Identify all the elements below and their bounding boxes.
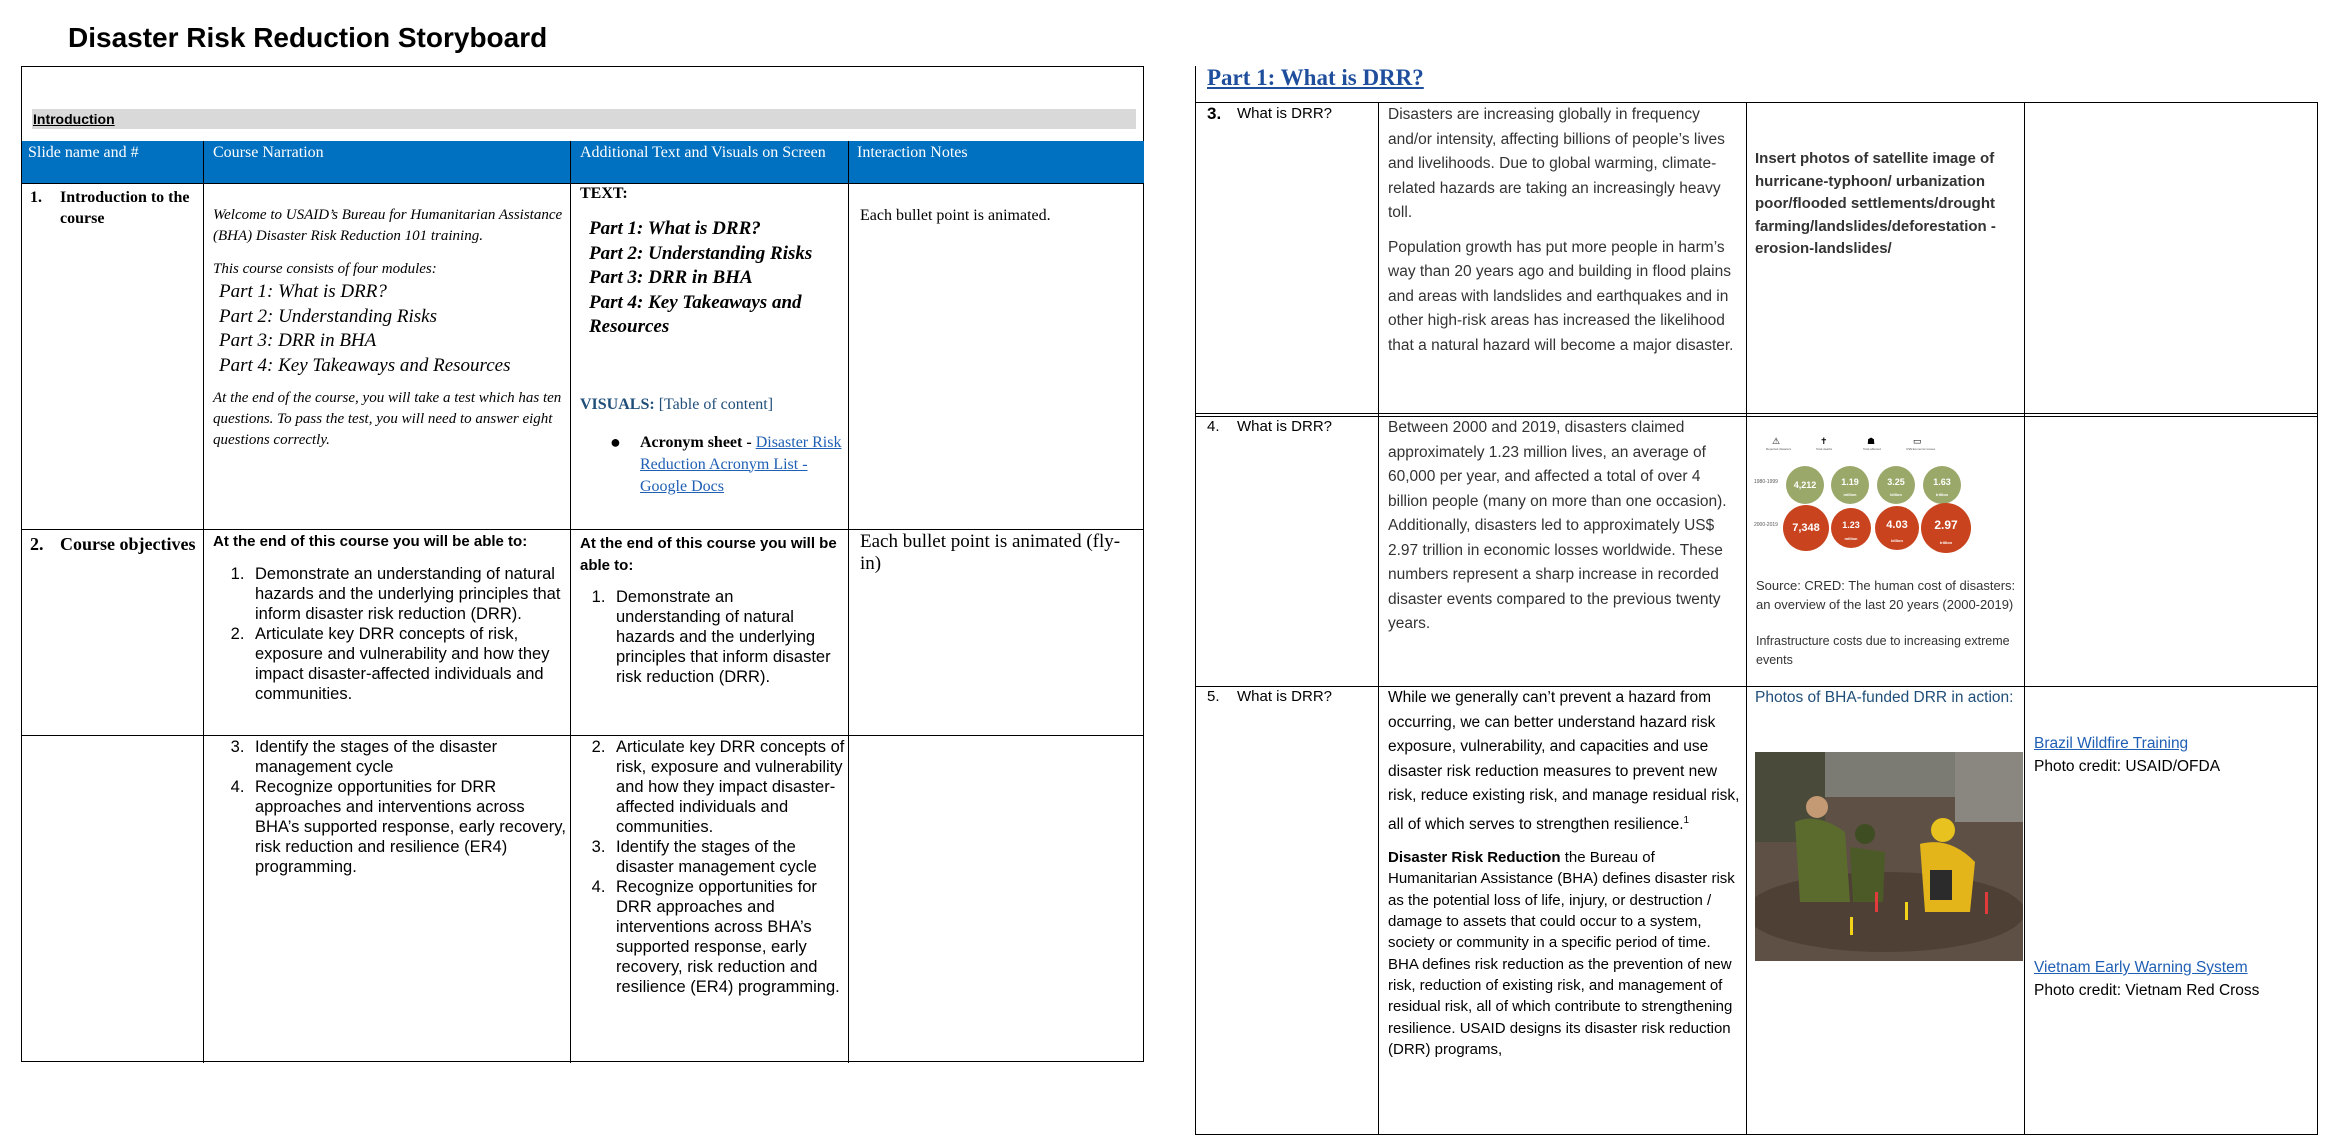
slide-3-visual-note: Insert photos of satellite image of hurricane-typhoon/ urbanization poor/flooded settlements/drought farming/landslides/deforestation -erosion-landslides/ — [1755, 150, 1996, 257]
list-item: 3. Identify the stages of the disaster management cycle — [610, 837, 845, 877]
stat-bubble: 1.19 million — [1831, 466, 1869, 504]
header-interaction-notes: Interaction Notes — [857, 144, 968, 161]
narration-intro: Welcome to USAID’s Bureau for Humanitarian Assistance (BHA) Disaster Risk Reduction 101 training. — [213, 207, 563, 244]
slide-1-narration — [213, 205, 563, 451]
slide-4-name: What is DRR? — [1237, 418, 1333, 435]
money-icon: ▭ — [1913, 436, 1922, 446]
narration-outro: At the end of the course, you will take a test which has ten questions. To pass the test, you will need to answer eight questions correctly. — [213, 390, 562, 448]
slide-2-interaction: Each bullet point is animated (fly-in) — [860, 531, 1121, 574]
storyboard-table-intro — [21, 66, 1144, 1062]
stat-bubble: 3.25 billion — [1877, 466, 1915, 504]
module-item: Part 2: Understanding Risks — [219, 305, 437, 327]
stat-bubble: 1.23 million — [1831, 508, 1871, 548]
row-label: 1980-1999 — [1754, 479, 1778, 485]
photo-credit-2 — [2034, 957, 2316, 1002]
header-additional-text: Additional Text and Visuals on Screen — [580, 144, 826, 161]
brazil-wildfire-link[interactable]: Brazil Wildfire Training — [2034, 735, 2189, 752]
header-slide-name: Slide name and # — [28, 144, 139, 161]
hazard-icon: ⚠ — [1772, 436, 1781, 446]
part-title: Part 1: What is DRR? — [1207, 65, 1424, 90]
stat-bubble: 4,212 — [1786, 466, 1824, 504]
vietnam-early-warning-link[interactable]: Vietnam Early Warning System — [2034, 959, 2248, 976]
slide-1-name: 1. Introduction to the course — [30, 189, 190, 227]
slide-4-narration: Between 2000 and 2019, disasters claimed approximately 1.23 million lives, an average of 60,000 per year, and affected a total of over 4 billion people (many on more than one occasion). Additionally, disasters led to approximately US$ 2.97 trillion in economic losses worldwide. These numbers represent a sharp increase in recorded disaster events compared to the previous twenty years. — [1388, 419, 1727, 632]
objectives-lead: At the end of this course you will be able to: — [213, 533, 528, 550]
list-item: 4. Recognize opportunities for DRR approaches and interventions across BHA’s supported response, early recovery, risk reduction and resilience (ER4) programming. — [610, 877, 845, 997]
acronym-sheet-item: ● Acronym sheet - Disaster Risk Reduction Acronym List - Google Docs — [610, 431, 842, 495]
list-item: 2. Articulate key DRR concepts of risk, exposure and vulnerability and how they impact disaster-affected individuals and communities. — [610, 737, 845, 837]
disaster-stats-infographic: ⚠ ✝ ☗ ▭ Reported disasters Total deaths Total affected US$ Economic losses 1980-1999 2000-2019 4,212 1.19 million 3.25 billion 1.63 trillion 7,348 1.23 million 4.03 billion 2.97 trillion — [1758, 436, 1998, 556]
module-item: Part 1: What is DRR? — [219, 281, 387, 302]
slide-2-narration-cont — [213, 737, 568, 877]
visuals-line: VISUALS: [Table of content] — [580, 395, 774, 413]
list-item: 3. Identify the stages of the disaster management cycle — [249, 737, 568, 777]
list-item: 4. Recognize opportunities for DRR approaches and interventions across BHA’s supported response, early recovery, risk reduction and resilience (ER4) programming. — [249, 777, 568, 877]
stat-bubble: 1.63 trillion — [1923, 466, 1961, 504]
affected-icon: ☗ — [1867, 436, 1876, 446]
deaths-icon: ✝ — [1820, 436, 1828, 446]
slide-1-interaction: Each bullet point is animated. — [860, 207, 1051, 224]
on-screen-modules: Part 1: What is DRR? Part 2: Understanding Risks Part 3: DRR in BHA Part 4: Key Takeaways and Resources — [589, 218, 813, 337]
infographic-source: Source: CRED: The human cost of disasters: an overview of the last 20 years (2000-2019) — [1756, 578, 2016, 612]
stat-bubble: 2.97 trillion — [1921, 503, 1971, 553]
module-item: Part 3: DRR in BHA — [219, 330, 377, 351]
photo-credit-1 — [2034, 733, 2316, 778]
slide-3-num: 3. — [1207, 104, 1222, 123]
drr-field-photo — [1755, 752, 2023, 961]
photos-label: Photos of BHA-funded DRR in action: — [1755, 689, 2014, 706]
slide-5-narration — [1388, 686, 1740, 1060]
document-title: Disaster Risk Reduction Storyboard — [68, 22, 548, 53]
stat-bubble: 4.03 billion — [1875, 506, 1919, 550]
header-course-narration: Course Narration — [213, 144, 324, 161]
objectives-list-a — [213, 564, 568, 704]
slide-4-num: 4. — [1207, 418, 1220, 435]
acronym-list-link[interactable]: Disaster Risk Reduction Acronym List - Google Docs — [640, 433, 842, 495]
row-label: 2000-2019 — [1754, 522, 1778, 528]
list-item: 1. Demonstrate an understanding of natural hazards and the underlying principles that inform disaster risk reduction (DRR). — [610, 587, 842, 687]
slide-2-visuals-cont — [580, 737, 845, 997]
list-item: 2. Articulate key DRR concepts of risk, exposure and vulnerability and how they impact disaster-affected individuals and communities. — [249, 624, 568, 704]
slide-3-narration — [1388, 103, 1740, 358]
table-header-row — [22, 141, 1144, 183]
narration-modules-lead: This course consists of four modules: — [213, 261, 437, 277]
paragraph: Disasters are increasing globally in frequency and/or intensity, affecting billions of people’s lives and livelihoods. Due to global warming, climate-related hazards are taking an increasingly heavy toll. — [1388, 106, 1725, 221]
visuals-lead: At the end of this course you will be able to: — [580, 535, 837, 574]
text-label: TEXT: — [580, 185, 628, 202]
slide-5-num: 5. — [1207, 688, 1220, 705]
visuals-objectives-a — [580, 587, 842, 687]
section-label: Introduction — [32, 109, 1136, 129]
slide-5-name: What is DRR? — [1237, 688, 1333, 705]
credit-text: Photo credit: Vietnam Red Cross — [2034, 981, 2260, 999]
slide-3-name: What is DRR? — [1237, 105, 1333, 122]
paragraph: Population growth has put more people in harm’s way than 20 years ago and building in flood plains and areas with landslides and earthquakes and in other high-risk areas has increased the likelihood that a natural hazard will become a major disaster. — [1388, 238, 1734, 354]
credit-text: Photo credit: USAID/OFDA — [2034, 757, 2221, 775]
slide-2-narration — [213, 533, 568, 704]
stat-bubble: 7,348 — [1783, 505, 1829, 551]
list-item: 1. Demonstrate an understanding of natural hazards and the underlying principles that inform disaster risk reduction (DRR). — [249, 564, 568, 624]
slide-1-visuals — [580, 185, 842, 498]
narration-modules-list — [219, 280, 563, 378]
paragraph: While we generally can’t prevent a hazard from occurring, we can better understand hazard risk exposure, vulnerability, and capacities and use disaster risk reduction measures to prevent new risk, reduce existing risk, and manage residual risk, all of which serves to strengthen resilience.$^1$ — [1388, 689, 1740, 833]
infographic-caption: Infrastructure costs due to increasing extreme events — [1756, 634, 2010, 667]
slide-2-name: 2. Course objectives — [30, 534, 196, 554]
module-item: Part 4: Key Takeaways and Resources — [219, 354, 511, 376]
visuals-objectives-b — [580, 737, 845, 997]
objectives-list-b — [213, 737, 568, 877]
wildfire-training-photo — [1755, 752, 2023, 961]
paragraph: Disaster Risk Reduction the Bureau of Humanitarian Assistance (BHA) defines disaster risk as the potential loss of life, injury, or destruction / damage to assets that could occur to a system, society or community in a specific period of time. BHA defines risk reduction as the prevention of new risk, reduction of existing risk, and management of residual risk, all of which contribute to strengthening resilience. USAID designs its disaster risk reduction (DRR) programs, — [1388, 849, 1735, 1058]
slide-2-visuals — [580, 533, 842, 687]
